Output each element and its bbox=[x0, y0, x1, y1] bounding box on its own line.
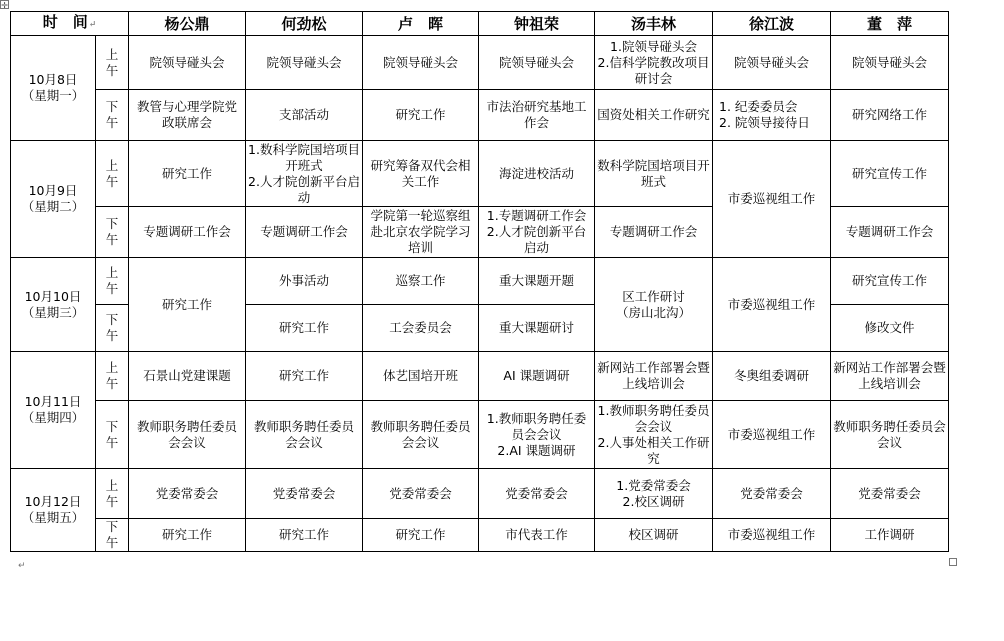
day-cell: 10月9日 （星期二） bbox=[11, 141, 96, 258]
table-row bbox=[11, 36, 949, 90]
table-row bbox=[11, 519, 949, 552]
schedule-cell: 校区调研 bbox=[595, 519, 713, 552]
am-label: 上 午 bbox=[96, 258, 129, 305]
schedule-cell: AI 课题调研 bbox=[479, 352, 595, 401]
pm-label: 下 午 bbox=[96, 90, 129, 141]
day-cell: 10月8日 （星期一） bbox=[11, 36, 96, 141]
schedule-cell: 1.教师职务聘任委员会会议 2.人事处相关工作研究 bbox=[595, 401, 713, 469]
schedule-cell: 党委常委会 bbox=[363, 469, 479, 519]
pm-label: 下 午 bbox=[96, 207, 129, 258]
am-label: 上 午 bbox=[96, 36, 129, 90]
schedule-cell: 教管与心理学院党政联席会 bbox=[129, 90, 246, 141]
schedule-cell: 1.数科学院国培项目开班式 2.人才院创新平台启动 bbox=[246, 141, 363, 207]
schedule-cell: 市法治研究基地工作会 bbox=[479, 90, 595, 141]
schedule-cell: 外事活动 bbox=[246, 258, 363, 305]
schedule-cell: 研究工作 bbox=[129, 258, 246, 352]
schedule-cell: 巡察工作 bbox=[363, 258, 479, 305]
schedule-cell: 新网站工作部署会暨上线培训会 bbox=[831, 352, 949, 401]
schedule-cell: 研究工作 bbox=[246, 352, 363, 401]
person-header: 卢 晖 bbox=[363, 12, 479, 36]
pm-label: 下 午 bbox=[96, 305, 129, 352]
paragraph-mark-icon: ↵ bbox=[18, 561, 26, 571]
schedule-cell: 冬奥组委调研 bbox=[713, 352, 831, 401]
am-label: 上 午 bbox=[96, 141, 129, 207]
schedule-cell: 石景山党建课题 bbox=[129, 352, 246, 401]
schedule-cell: 数科学院国培项目开班式 bbox=[595, 141, 713, 207]
table-row bbox=[11, 90, 949, 141]
schedule-cell: 院领导碰头会 bbox=[246, 36, 363, 90]
schedule-cell: 体艺国培开班 bbox=[363, 352, 479, 401]
schedule-cell: 新网站工作部署会暨上线培训会 bbox=[595, 352, 713, 401]
schedule-cell: 市委巡视组工作 bbox=[713, 141, 831, 258]
schedule-cell: 研究网络工作 bbox=[831, 90, 949, 141]
schedule-cell: 市代表工作 bbox=[479, 519, 595, 552]
day-cell: 10月10日 （星期三） bbox=[11, 258, 96, 352]
schedule-cell: 专题调研工作会 bbox=[246, 207, 363, 258]
am-label: 上 午 bbox=[96, 469, 129, 519]
schedule-cell: 专题调研工作会 bbox=[129, 207, 246, 258]
day-cell: 10月12日 （星期五） bbox=[11, 469, 96, 552]
table-resize-handle-icon[interactable] bbox=[949, 558, 957, 566]
table-row bbox=[11, 258, 949, 305]
schedule-cell: 研究工作 bbox=[246, 305, 363, 352]
schedule-cell: 重大课题开题 bbox=[479, 258, 595, 305]
schedule-cell: 党委常委会 bbox=[129, 469, 246, 519]
schedule-cell: 教师职务聘任委员会会议 bbox=[831, 401, 949, 469]
person-header: 杨公鼎 bbox=[129, 12, 246, 36]
schedule-cell: 海淀进校活动 bbox=[479, 141, 595, 207]
schedule-cell: 研究筹备双代会相关工作 bbox=[363, 141, 479, 207]
schedule-cell: 院领导碰头会 bbox=[479, 36, 595, 90]
schedule-cell: 研究工作 bbox=[129, 519, 246, 552]
schedule-cell: 市委巡视组工作 bbox=[713, 401, 831, 469]
schedule-cell: 研究工作 bbox=[129, 141, 246, 207]
schedule-cell: 1.党委常委会 2.校区调研 bbox=[595, 469, 713, 519]
schedule-cell: 研究宣传工作 bbox=[831, 258, 949, 305]
schedule-cell: 教师职务聘任委员会会议 bbox=[246, 401, 363, 469]
schedule-cell: 1. 纪委委员会 2. 院领导接待日 bbox=[713, 90, 831, 141]
person-header: 何劲松 bbox=[246, 12, 363, 36]
schedule-cell: 学院第一轮巡察组赴北京农学院学习培训 bbox=[363, 207, 479, 258]
schedule-cell: 市委巡视组工作 bbox=[713, 519, 831, 552]
schedule-cell: 国资处相关工作研究 bbox=[595, 90, 713, 141]
schedule-cell: 重大课题研讨 bbox=[479, 305, 595, 352]
table-row bbox=[11, 469, 949, 519]
day-cell: 10月11日 （星期四） bbox=[11, 352, 96, 469]
schedule-cell: 党委常委会 bbox=[479, 469, 595, 519]
schedule-cell: 研究工作 bbox=[363, 519, 479, 552]
table-row bbox=[11, 352, 949, 401]
schedule-cell: 院领导碰头会 bbox=[129, 36, 246, 90]
schedule-cell: 党委常委会 bbox=[246, 469, 363, 519]
schedule-table bbox=[10, 11, 949, 552]
schedule-cell: 专题调研工作会 bbox=[595, 207, 713, 258]
schedule-cell: 修改文件 bbox=[831, 305, 949, 352]
person-header: 汤丰林 bbox=[595, 12, 713, 36]
schedule-cell: 党委常委会 bbox=[831, 469, 949, 519]
table-row bbox=[11, 401, 949, 469]
schedule-cell: 工作调研 bbox=[831, 519, 949, 552]
schedule-cell: 区工作研讨 （房山北沟） bbox=[595, 258, 713, 352]
pm-label: 下 午 bbox=[96, 519, 129, 552]
schedule-cell: 教师职务聘任委员会会议 bbox=[129, 401, 246, 469]
person-header: 钟祖荣 bbox=[479, 12, 595, 36]
time-header: 时 间↵ bbox=[11, 12, 129, 36]
schedule-cell: 研究宣传工作 bbox=[831, 141, 949, 207]
schedule-cell: 院领导碰头会 bbox=[363, 36, 479, 90]
schedule-cell: 研究工作 bbox=[246, 519, 363, 552]
am-label: 上 午 bbox=[96, 352, 129, 401]
schedule-cell: 1.院领导碰头会 2.信科学院教改项目研讨会 bbox=[595, 36, 713, 90]
schedule-cell: 党委常委会 bbox=[713, 469, 831, 519]
schedule-cell: 院领导碰头会 bbox=[713, 36, 831, 90]
schedule-cell: 市委巡视组工作 bbox=[713, 258, 831, 352]
pm-label: 下 午 bbox=[96, 401, 129, 469]
schedule-cell: 1.专题调研工作会 2.人才院创新平台启动 bbox=[479, 207, 595, 258]
person-header: 徐江波 bbox=[713, 12, 831, 36]
schedule-cell: 1.教师职务聘任委员会会议 2.AI 课题调研 bbox=[479, 401, 595, 469]
schedule-cell: 工会委员会 bbox=[363, 305, 479, 352]
table-move-handle-icon[interactable]: ✛ bbox=[1, 1, 8, 10]
header-row bbox=[11, 12, 949, 36]
schedule-cell: 院领导碰头会 bbox=[831, 36, 949, 90]
schedule-cell: 支部活动 bbox=[246, 90, 363, 141]
person-header: 董 萍 bbox=[831, 12, 949, 36]
schedule-cell: 研究工作 bbox=[363, 90, 479, 141]
schedule-cell: 教师职务聘任委员会会议 bbox=[363, 401, 479, 469]
table-row bbox=[11, 141, 949, 207]
schedule-cell: 专题调研工作会 bbox=[831, 207, 949, 258]
